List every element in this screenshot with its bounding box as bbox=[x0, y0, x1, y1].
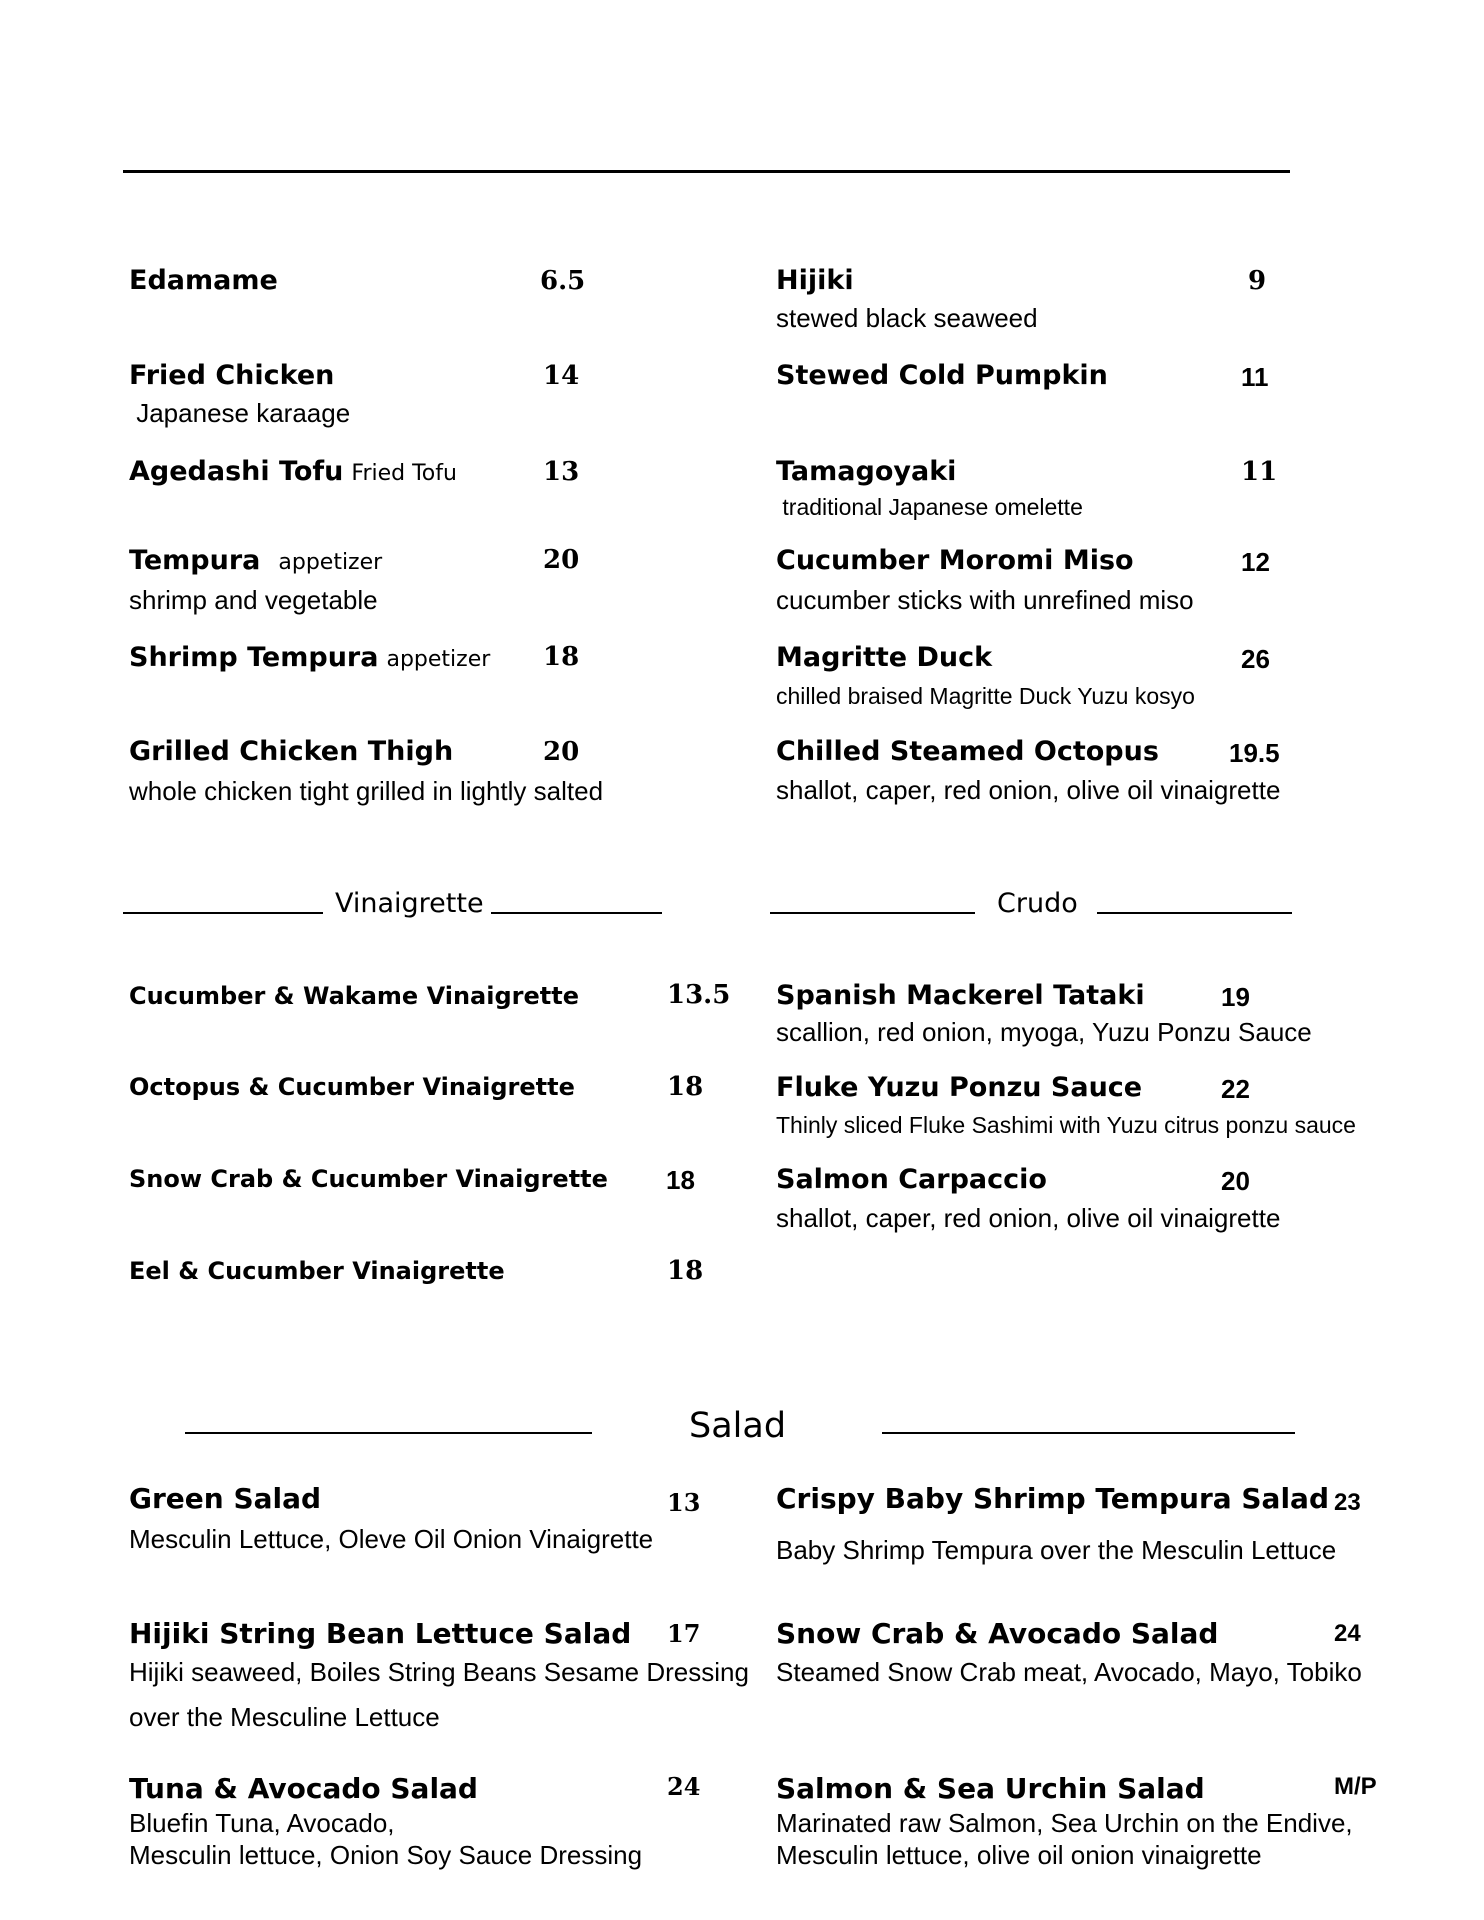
menu-item-name: Fried Chicken bbox=[129, 360, 335, 391]
menu-item-name: Cucumber & Wakame Vinaigrette bbox=[129, 982, 579, 1010]
menu-item-name bbox=[129, 547, 382, 574]
menu-item-name: Hijiki String Bean Lettuce Salad bbox=[129, 1617, 632, 1650]
menu-item-description: Mesculin lettuce, Onion Soy Sauce Dressing bbox=[129, 1840, 643, 1870]
vinaigrette-section-title: Vinaigrette bbox=[335, 888, 484, 919]
menu-item-name: Tuna & Avocado Salad bbox=[129, 1772, 478, 1805]
salad-section-title: Salad bbox=[689, 1406, 787, 1446]
menu-item-price: 11 bbox=[1241, 457, 1278, 487]
menu-item-price: 19.5 bbox=[1229, 738, 1280, 768]
menu-item-name: Snow Crab & Cucumber Vinaigrette bbox=[129, 1165, 608, 1193]
menu-item-price: 18 bbox=[666, 1165, 695, 1195]
menu-item-name: Octopus & Cucumber Vinaigrette bbox=[129, 1073, 575, 1101]
menu-item-price: 13 bbox=[667, 1488, 701, 1517]
menu-item-name: Crispy Baby Shrimp Tempura Salad bbox=[776, 1482, 1329, 1515]
menu-item-description: Thinly sliced Fluke Sashimi with Yuzu citrus ponzu sauce bbox=[776, 1112, 1356, 1138]
menu-item-description: chilled braised Magritte Duck Yuzu kosyo bbox=[776, 683, 1195, 709]
menu-item-description: cucumber sticks with unrefined miso bbox=[776, 585, 1194, 615]
menu-item-price: 26 bbox=[1241, 644, 1270, 674]
menu-item-price: 13 bbox=[543, 457, 580, 487]
salad-rule-left bbox=[185, 1432, 592, 1434]
menu-item-name: Stewed Cold Pumpkin bbox=[776, 360, 1108, 391]
vinaigrette-rule-left bbox=[123, 912, 323, 914]
crudo-rule-right bbox=[1097, 912, 1292, 914]
menu-item-description: Baby Shrimp Tempura over the Mesculin Lettuce bbox=[776, 1535, 1337, 1565]
menu-item-price: 18 bbox=[667, 1256, 704, 1286]
menu-item-note: appetizer bbox=[386, 647, 491, 672]
crudo-section-title: Crudo bbox=[997, 888, 1078, 919]
menu-item-description: Steamed Snow Crab meat, Avocado, Mayo, Tobiko bbox=[776, 1657, 1362, 1687]
menu-item-name bbox=[129, 644, 490, 671]
menu-item-name: Salmon & Sea Urchin Salad bbox=[776, 1772, 1205, 1805]
menu-item-description: Marinated raw Salmon, Sea Urchin on the Endive, bbox=[776, 1808, 1353, 1838]
menu-item-description: Bluefin Tuna, Avocado, bbox=[129, 1808, 395, 1838]
menu-item-description: Mesculin Lettuce, Oleve Oil Onion Vinaigrette bbox=[129, 1524, 654, 1554]
menu-item-price: 17 bbox=[667, 1619, 701, 1648]
menu-item-name: Spanish Mackerel Tataki bbox=[776, 980, 1145, 1011]
menu-item-name: Grilled Chicken Thigh bbox=[129, 736, 454, 767]
menu-item-name: Magritte Duck bbox=[776, 642, 993, 673]
menu-item-description: Mesculin lettuce, olive oil onion vinaigrette bbox=[776, 1840, 1262, 1870]
menu-item-description: shrimp and vegetable bbox=[129, 585, 378, 615]
menu-item-price: 18 bbox=[667, 1072, 704, 1102]
crudo-rule-left bbox=[770, 912, 975, 914]
menu-item-name: Chilled Steamed Octopus bbox=[776, 736, 1159, 767]
menu-item-price: 9 bbox=[1248, 266, 1267, 296]
menu-item-name: Salmon Carpaccio bbox=[776, 1164, 1047, 1195]
salad-rule-right bbox=[882, 1432, 1295, 1434]
menu-item-description: shallot, caper, red onion, olive oil vinaigrette bbox=[776, 1203, 1281, 1233]
menu-item-price: 13.5 bbox=[667, 980, 731, 1010]
menu-item-name: Eel & Cucumber Vinaigrette bbox=[129, 1257, 505, 1285]
menu-item-name-text: Tempura bbox=[129, 545, 261, 576]
menu-item-price: 24 bbox=[667, 1772, 701, 1801]
menu-item-price: 19 bbox=[1221, 982, 1250, 1012]
menu-item-name: Fluke Yuzu Ponzu Sauce bbox=[776, 1072, 1143, 1103]
menu-item-name bbox=[129, 458, 457, 485]
menu-item-price: 14 bbox=[543, 361, 580, 391]
menu-item-price: 24 bbox=[1334, 1620, 1361, 1647]
menu-item-note: Fried Tofu bbox=[351, 461, 457, 486]
menu-item-note: appetizer bbox=[278, 550, 383, 575]
menu-item-price: 18 bbox=[543, 642, 580, 672]
menu-item-description: Japanese karaage bbox=[129, 398, 351, 428]
menu-item-description: scallion, red onion, myoga, Yuzu Ponzu Sauce bbox=[776, 1017, 1312, 1047]
menu-item-name: Cucumber Moromi Miso bbox=[776, 545, 1134, 576]
menu-item-price: 22 bbox=[1221, 1074, 1250, 1104]
menu-item-price: 20 bbox=[543, 545, 580, 575]
menu-item-price: 6.5 bbox=[540, 266, 586, 296]
menu-item-description: whole chicken tight grilled in lightly salted bbox=[129, 776, 604, 806]
menu-item-name-text: Agedashi Tofu bbox=[129, 456, 344, 487]
menu-item-name: Tamagoyaki bbox=[776, 456, 957, 487]
menu-item-name: Green Salad bbox=[129, 1482, 322, 1515]
menu-item-name: Hijiki bbox=[776, 265, 854, 296]
menu-item-description: Hijiki seaweed, Boiles String Beans Sesame Dressing bbox=[129, 1657, 749, 1687]
menu-item-description: shallot, caper, red onion, olive oil vinaigrette bbox=[776, 775, 1281, 805]
vinaigrette-rule-right bbox=[491, 912, 662, 914]
menu-item-description: over the Mesculine Lettuce bbox=[129, 1702, 440, 1732]
menu-item-name-text: Shrimp Tempura bbox=[129, 642, 379, 673]
menu-item-name: Edamame bbox=[129, 265, 278, 296]
menu-item-price: 23 bbox=[1334, 1489, 1361, 1516]
menu-item-price: 11 bbox=[1241, 362, 1269, 392]
menu-item-price: 20 bbox=[543, 737, 580, 767]
menu-item-description: traditional Japanese omelette bbox=[776, 494, 1083, 520]
menu-item-price: 20 bbox=[1221, 1166, 1250, 1196]
menu-item-description: stewed black seaweed bbox=[776, 303, 1038, 333]
menu-item-price: M/P bbox=[1334, 1773, 1377, 1800]
menu-item-price: 12 bbox=[1241, 547, 1270, 577]
menu-item-name: Snow Crab & Avocado Salad bbox=[776, 1617, 1219, 1650]
top-divider bbox=[123, 170, 1290, 173]
